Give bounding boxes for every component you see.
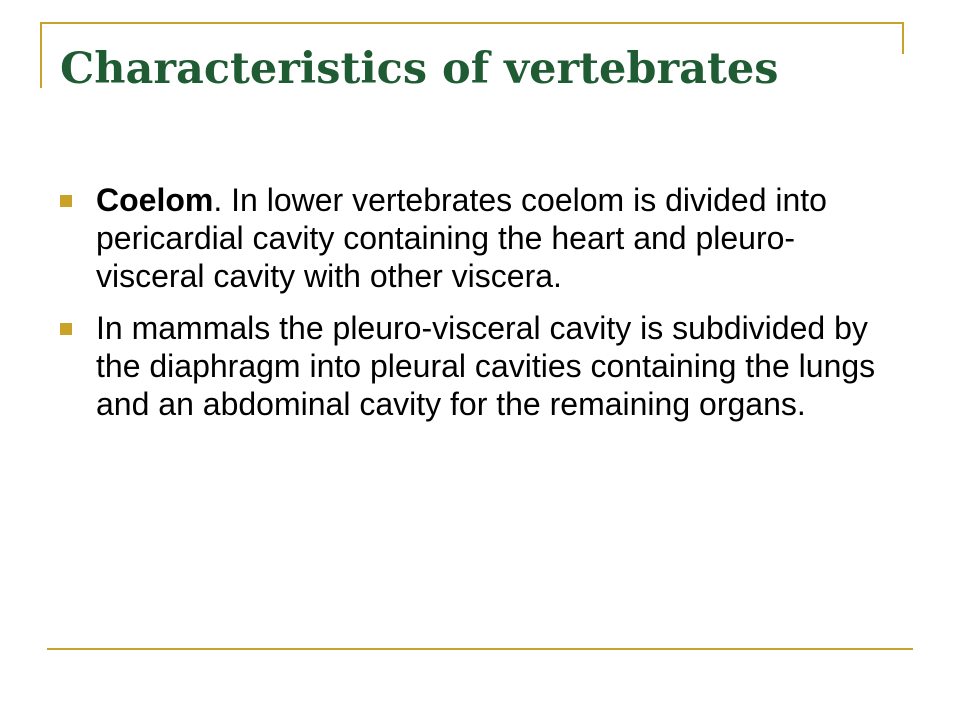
bullet-list [60,181,880,437]
frame-top-line [40,22,904,24]
bullet-item [60,309,880,423]
bullet-lead-term: Coelom [96,182,214,218]
frame-right-line [902,22,904,54]
bullet-text: In mammals the pleuro-visceral cavity is subdivided by the diaphragm into pleural cavities containing the lungs and an abdominal cavity for the remaining organs. [96,310,876,422]
bullet-item [60,181,880,295]
frame-left-line [40,22,42,88]
square-bullet-icon [60,195,72,207]
frame-bottom-line [47,648,913,650]
bullet-text: . In lower vertebrates coelom is divided into pericardial cavity containing the heart and pleuro-visceral cavity with other viscera. [96,182,827,294]
slide-title: Characteristics of vertebrates [60,44,779,94]
square-bullet-icon [60,323,72,335]
